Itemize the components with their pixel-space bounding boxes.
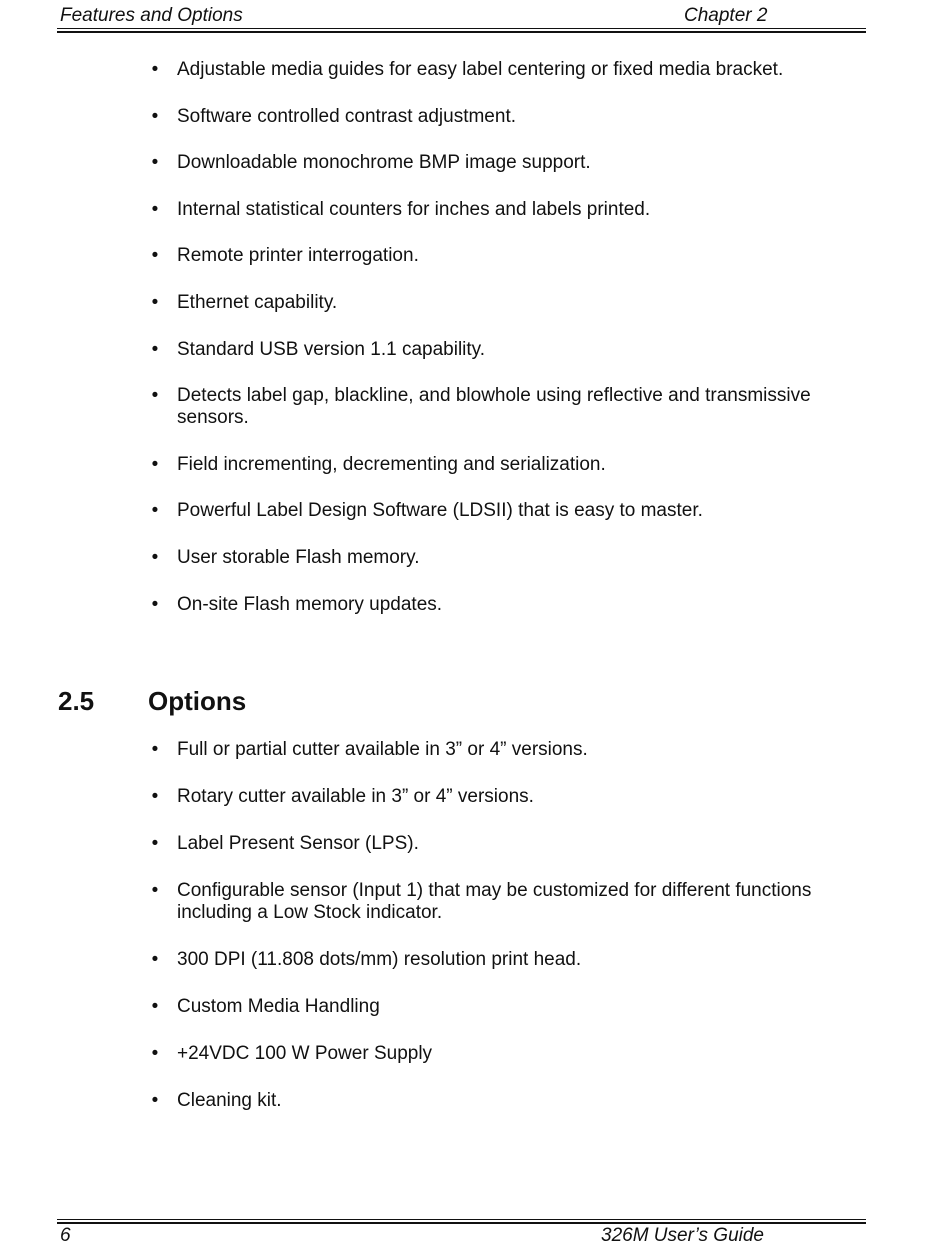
bullet-icon: • bbox=[151, 1090, 159, 1111]
list-item bbox=[145, 152, 865, 174]
list-item-text: On-site Flash memory updates. bbox=[177, 593, 443, 615]
list-item bbox=[145, 106, 865, 128]
list-item-text: Powerful Label Design Software (LDSII) that is easy to master. bbox=[177, 500, 703, 522]
footer-guide-title: 326M User’s Guide bbox=[601, 1225, 764, 1246]
bullet-icon: • bbox=[151, 1043, 159, 1064]
list-item bbox=[145, 1090, 865, 1112]
bullet-icon: • bbox=[151, 59, 159, 80]
list-item bbox=[145, 949, 865, 971]
list-item-text: Remote printer interrogation. bbox=[177, 245, 419, 267]
list-item bbox=[145, 339, 865, 361]
list-item bbox=[145, 739, 865, 761]
list-item-text: Downloadable monochrome BMP image support. bbox=[177, 152, 591, 174]
list-item-text: Standard USB version 1.1 capability. bbox=[177, 338, 486, 360]
list-item bbox=[145, 199, 865, 221]
bullet-icon: • bbox=[151, 786, 159, 807]
bullet-icon: • bbox=[151, 949, 159, 970]
list-item bbox=[145, 500, 865, 522]
bullet-icon: • bbox=[151, 105, 159, 127]
list-item-text: Ethernet capability. bbox=[177, 291, 338, 313]
list-item-text: Detects label gap, blackline, and blowhole using reflective and transmissive sensors. bbox=[177, 385, 811, 429]
bullet-icon: • bbox=[151, 245, 159, 267]
bullet-icon: • bbox=[151, 880, 159, 901]
list-item-text: Custom Media Handling bbox=[177, 996, 380, 1017]
options-list bbox=[145, 739, 865, 1137]
list-item-text: Software controlled contrast adjustment. bbox=[177, 105, 517, 127]
list-item-text: Internal statistical counters for inches and labels printed. bbox=[177, 198, 651, 220]
bullet-icon: • bbox=[151, 198, 159, 220]
list-item bbox=[145, 454, 865, 476]
list-item-text: User storable Flash memory. bbox=[177, 546, 420, 568]
bullet-icon: • bbox=[151, 291, 159, 313]
page-number: 6 bbox=[60, 1225, 71, 1246]
list-item bbox=[145, 1043, 865, 1065]
list-item bbox=[145, 385, 865, 429]
bullet-icon: • bbox=[151, 500, 159, 522]
features-list bbox=[145, 59, 865, 640]
list-item-text: Rotary cutter available in 3” or 4” versions. bbox=[177, 786, 534, 807]
section-title: Options bbox=[148, 686, 247, 716]
list-item bbox=[145, 59, 865, 81]
bullet-icon: • bbox=[151, 996, 159, 1017]
list-item bbox=[145, 996, 865, 1018]
header-chapter: Chapter 2 bbox=[684, 5, 768, 26]
list-item bbox=[145, 245, 865, 267]
bullet-icon: • bbox=[151, 546, 159, 568]
bullet-icon: • bbox=[151, 593, 159, 615]
section-number: 2.5 bbox=[58, 686, 95, 716]
bullet-icon: • bbox=[151, 338, 159, 360]
bullet-icon: • bbox=[151, 152, 159, 174]
bullet-icon: • bbox=[151, 739, 159, 760]
header-rule bbox=[57, 28, 866, 33]
list-item-text: Label Present Sensor (LPS). bbox=[177, 833, 419, 854]
list-item-text: Configurable sensor (Input 1) that may be customized for different functions including a Low Stock indicator. bbox=[177, 880, 812, 923]
list-item bbox=[145, 594, 865, 616]
list-item-text: +24VDC 100 W Power Supply bbox=[177, 1043, 433, 1064]
list-item bbox=[145, 292, 865, 314]
list-item bbox=[145, 786, 865, 808]
list-item bbox=[145, 547, 865, 569]
list-item-text: Full or partial cutter available in 3” or 4” versions. bbox=[177, 739, 588, 760]
list-item-text: 300 DPI (11.808 dots/mm) resolution print head. bbox=[177, 949, 582, 970]
footer-rule bbox=[57, 1219, 866, 1224]
list-item bbox=[145, 880, 865, 924]
header-section-title: Features and Options bbox=[60, 5, 243, 26]
bullet-icon: • bbox=[151, 385, 159, 407]
list-item-text: Cleaning kit. bbox=[177, 1090, 282, 1111]
bullet-icon: • bbox=[151, 833, 159, 854]
list-item bbox=[145, 833, 865, 855]
list-item-text: Field incrementing, decrementing and serialization. bbox=[177, 453, 606, 475]
list-item-text: Adjustable media guides for easy label centering or fixed media bracket. bbox=[177, 59, 784, 80]
bullet-icon: • bbox=[151, 453, 159, 475]
